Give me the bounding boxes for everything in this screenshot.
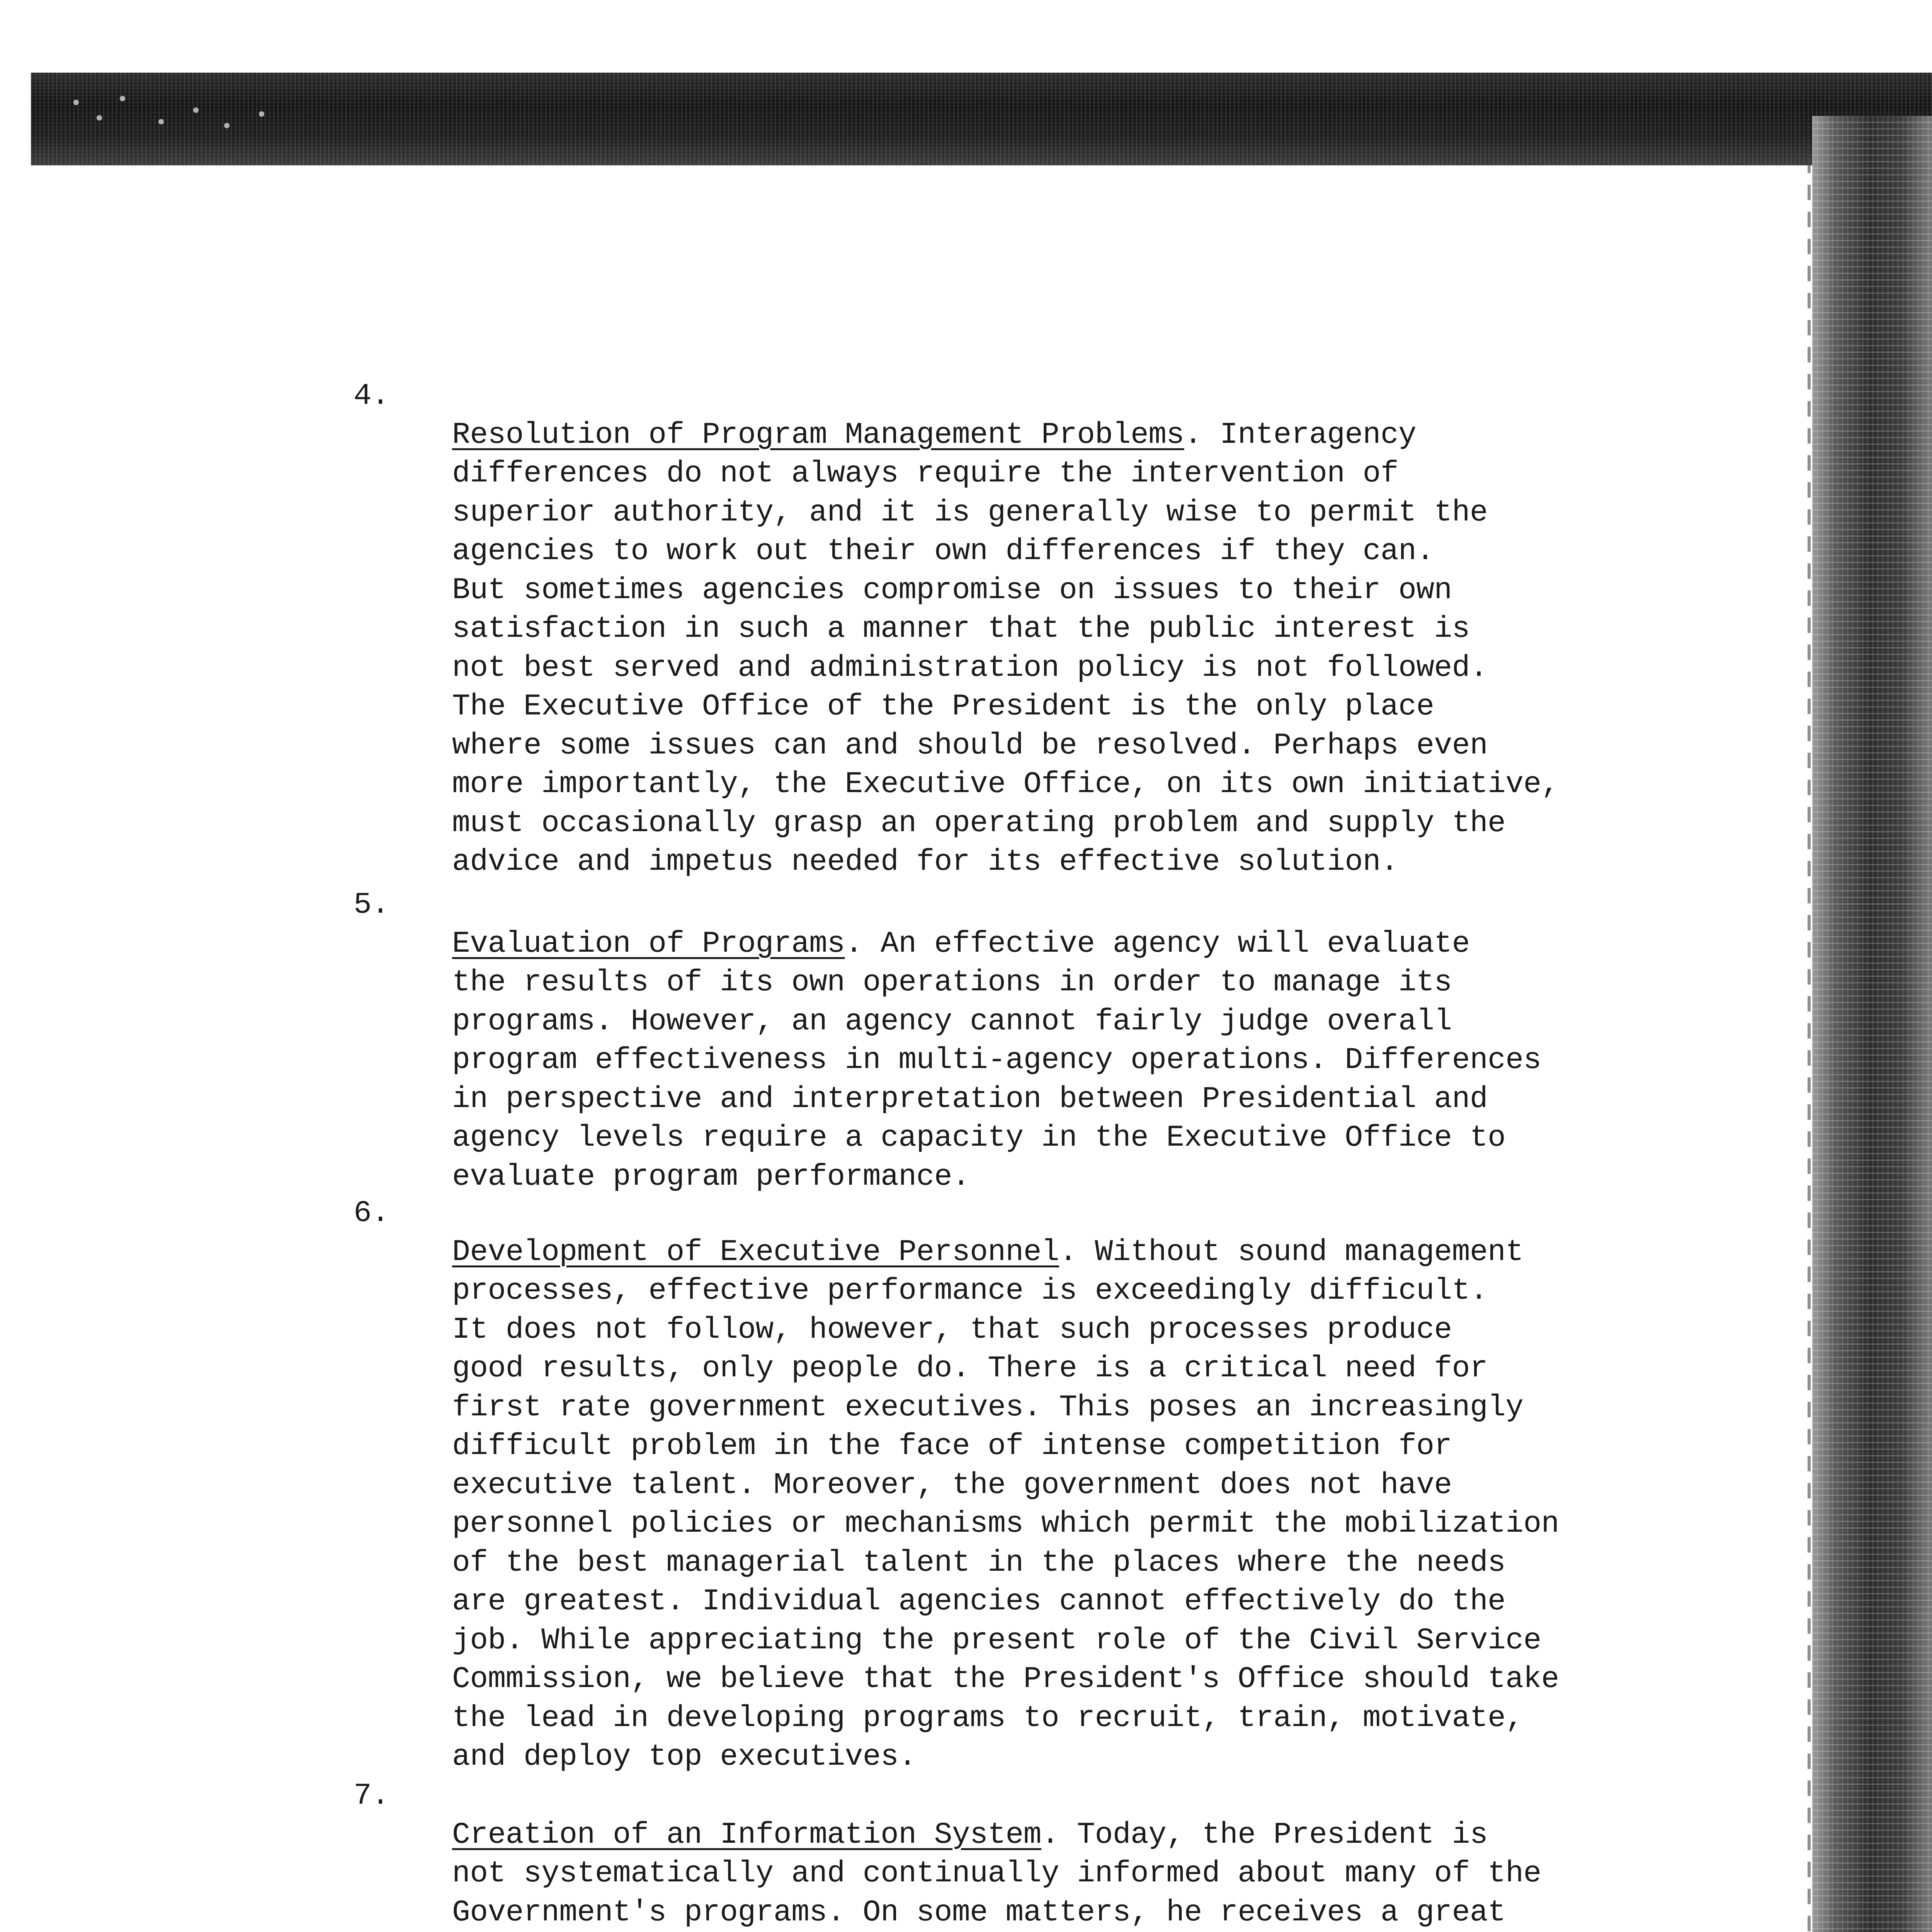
section-6: [354, 1194, 1704, 1777]
section-4: [354, 377, 1704, 882]
section-number: 6.: [354, 1196, 389, 1230]
section-number: 4.: [354, 379, 389, 413]
section-body: . Interagency differences do not always require the intervention of superior authority, and it is generally wise to permit the agencies to work out their own differences if they can. But sometimes agencies compromise on issues to their own satisfaction in such a manner that the public interest is not best served and administration policy is not followed. The Executive Office of the President is the only place where some issues can and should be resolved. Perhaps even more importantly, the Executive Office, on its own initiative, must occasionally grasp an operating problem and supply the advice and impetus needed for its effective solution.: [452, 418, 1559, 879]
section-title: Development of Executive Personnel: [452, 1235, 1060, 1269]
section-body: . Without sound management processes, effective performance is exceedingly difficult. It does not follow, however, that such processes produce good results, only people do. There is a critical need for first rate government executives. This poses an increasingly difficult problem in the face of intense competition for executive talent. Moreover, the government does not have personnel policies or mechanisms which permit the mobilization of the best managerial talent in the places where the needs are greatest. Individual agencies cannot effectively do the job. While appreciating the present role of the Civil Service Commission, we believe that the President's Office should take the lead in developing programs to recruit, train, motivate, and deploy top executives.: [452, 1235, 1559, 1774]
section-number: 7.: [354, 1779, 389, 1813]
section-title: Creation of an Information System: [452, 1818, 1041, 1852]
section-title: Evaluation of Programs: [452, 927, 845, 961]
section-title: Resolution of Program Management Problems: [452, 418, 1184, 452]
section-7: [354, 1777, 1704, 1932]
section-body: . Today, the President is not systematically and continually informed about many of the Government's programs. On some matters, he receives a great: [452, 1818, 1541, 1930]
section-body: . An effective agency will evaluate the results of its own operations in order to manage its programs. However, an agency cannot fairly judge overall program effectiveness in multi-agency operations. Differences in perspective and interpretation between Presidential and agency levels require a capacity in the Executive Office to evaluate program performance.: [452, 927, 1541, 1194]
section-number: 5.: [354, 888, 389, 922]
section-5: [354, 886, 1704, 1196]
